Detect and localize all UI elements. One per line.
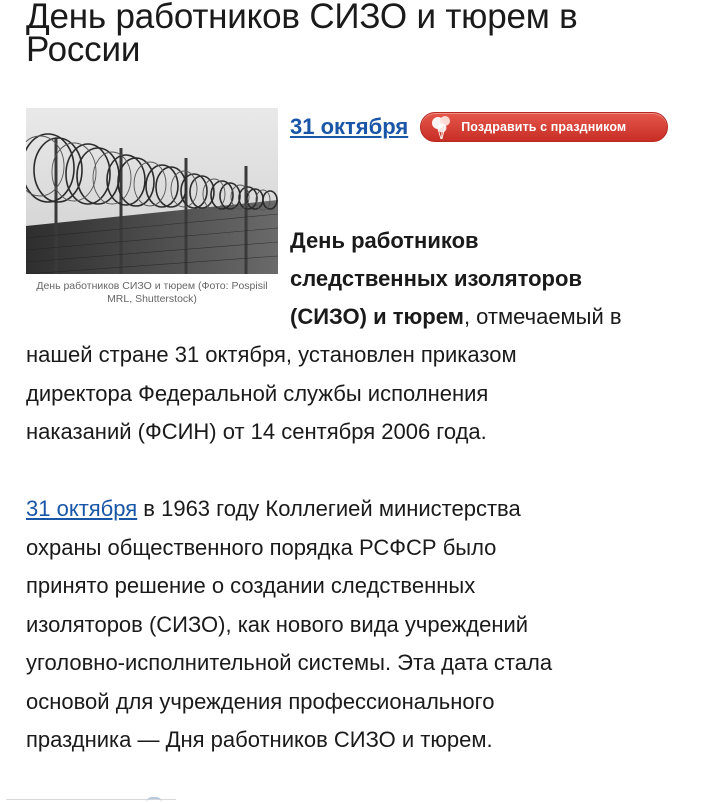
paragraph-2 bbox=[26, 490, 706, 760]
congratulate-button-label: Поздравить с праздником bbox=[461, 120, 627, 134]
bottom-cutoff-row bbox=[0, 797, 717, 804]
paragraph-1-line-3-rest: , отмечаемый в bbox=[463, 304, 622, 329]
barbed-wire-photo[interactable] bbox=[26, 108, 278, 274]
page-title: День работников СИЗО и тюрем в России bbox=[26, 0, 578, 69]
paragraph-2-date-link[interactable]: 31 октября bbox=[26, 496, 138, 521]
paragraph-1-bold-line-1: День работников bbox=[290, 228, 479, 253]
paragraph-2-line-2: охраны общественного порядка РСФСР было bbox=[26, 534, 497, 560]
balloons-icon bbox=[427, 113, 457, 141]
paragraph-2-line-1 bbox=[26, 490, 706, 529]
paragraph-1-line-5: директора Федеральной службы исполнения bbox=[26, 380, 489, 406]
paragraph-2-line-5: уголовно-исполнительной системы. Эта дата стала bbox=[26, 650, 553, 675]
paragraph-1-full bbox=[26, 336, 706, 452]
paragraph-1-line-6: наказаний (ФСИН) от 14 сентября 2006 года. bbox=[26, 419, 487, 444]
paragraph-1-line-4: нашей стране 31 октября, установлен приказом bbox=[26, 342, 517, 367]
figure-caption: День работников СИЗО и тюрем (Фото: Pospisil MRL, Shutterstock) bbox=[36, 280, 268, 305]
paragraph-1-right bbox=[290, 222, 700, 336]
paragraph-2-line-7: праздника — Дня работников СИЗО и тюрем. bbox=[26, 727, 493, 752]
paragraph-2-line-1-rest: в 1963 году Коллегией министерства bbox=[137, 496, 521, 521]
date-link[interactable]: 31 октября bbox=[290, 114, 409, 139]
congratulate-button[interactable] bbox=[420, 112, 668, 142]
paragraph-1-bold-line-3: (СИЗО) и тюрем bbox=[290, 304, 464, 329]
paragraph-2-line-3: принято решение о создании следственных bbox=[26, 573, 476, 598]
paragraph-2-line-4: изоляторов (СИЗО), как нового вида учреждений bbox=[26, 611, 529, 637]
date-row bbox=[290, 112, 668, 142]
paragraph-2-line-6: основой для учреждения профессионального bbox=[26, 688, 495, 714]
cutoff-icon bbox=[146, 797, 162, 803]
article-figure bbox=[26, 108, 278, 306]
paragraph-1-line-3 bbox=[290, 298, 700, 336]
paragraph-1-bold-line-2: следственных изоляторов bbox=[290, 266, 582, 291]
